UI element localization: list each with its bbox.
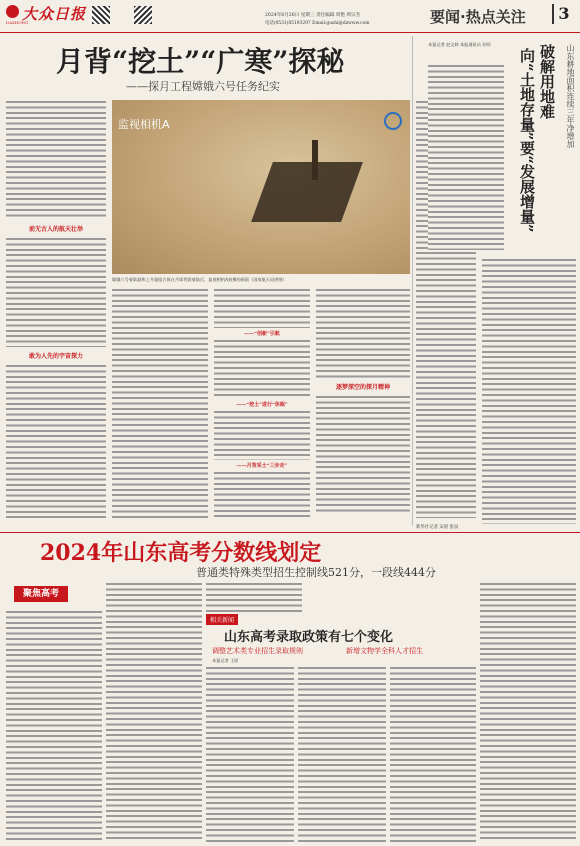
land-text-column-2	[482, 258, 576, 524]
section-title: 要闻·热点关注	[430, 8, 526, 26]
moon-subhead: ——探月工程嫦娥六号任务纪实	[126, 80, 280, 93]
newspaper-logo-pinyin: DAZHONG	[6, 20, 29, 25]
gaokao-text-column-1	[6, 610, 102, 842]
section-rule	[0, 532, 580, 533]
moon-text-column-4	[316, 288, 410, 518]
page-number: 3	[552, 4, 574, 24]
moon-text-column-2	[112, 288, 208, 518]
policy-text-column-1	[206, 666, 294, 842]
moon-subhead-1: 前无古人的航天壮举	[28, 226, 83, 233]
land-text-column-1	[428, 64, 504, 250]
lander-arm	[312, 140, 318, 180]
land-headline-b: 向“土地存量”要“发展增量”	[518, 48, 536, 233]
policy-text-column-3	[390, 666, 476, 842]
masthead	[0, 0, 580, 34]
date-line: 2024年6月26日 星期三 责任编辑 周艳 周宗杰	[265, 13, 361, 18]
cnsa-logo-icon	[384, 112, 402, 130]
qr-code-icon	[92, 6, 110, 24]
moon-text-column-3	[214, 288, 310, 518]
policy-text-column-2	[298, 666, 386, 842]
land-headline-a: 破解用地难	[538, 44, 556, 119]
gaokao-logo-text: 聚焦高考	[22, 589, 59, 599]
gaokao-headline: 2024年山东高考分数线划定	[40, 540, 322, 566]
policy-bullet-1: 调整艺术类专业招生录取规则	[212, 647, 303, 655]
policy-headline: 山东高考录取政策有七个变化	[224, 630, 394, 645]
contact-line: 电话(0531)85193297 Email:gushi@dzwww.com	[265, 21, 370, 26]
gaokao-subhead: 普通类特殊类型招生控制线521分，一段线444分	[196, 566, 436, 579]
newspaper-logo: 大众日报	[22, 5, 87, 23]
moon-headline: 月背“挖土”“广寒”探秘	[56, 45, 345, 78]
moon-subhead-5: ——“挖土”进行“休眠”	[236, 402, 288, 408]
moon-byline: 新华社记者 宋晨 张泉	[416, 525, 459, 530]
right-news-column	[480, 582, 576, 842]
column-divider	[412, 36, 413, 526]
photo-caption: 嫦娥六号着陆器和上升器组合体在月球背面着陆后，监视相机A拍摄的画面（国家航天局供图）	[112, 277, 287, 282]
policy-bullet-2: 新增文物学全科人才招生	[346, 647, 423, 655]
land-kicker: 山东耕地面积连续三年净增加	[566, 44, 575, 148]
policy-box	[206, 614, 476, 842]
gaokao-text-column-3	[206, 582, 302, 612]
moon-subhead-2: 敢为人先的宇宙探力	[28, 353, 83, 360]
moon-text-column-1	[6, 100, 106, 518]
moon-subhead-6: ——月背采土“三步走”	[236, 463, 288, 469]
photo-label: 监视相机A	[118, 118, 170, 131]
moon-subhead-3: 逐梦深空的探月精神	[335, 384, 390, 391]
policy-byline: 本报记者 王原	[212, 658, 239, 663]
land-byline: 本报记者 赵文婷 本报通讯员 杜明	[428, 42, 491, 47]
related-news-label: 相关新闻	[206, 614, 238, 625]
moon-photo	[112, 100, 410, 274]
gaokao-logo	[14, 586, 68, 602]
land-headline-block	[510, 44, 576, 254]
lander-shadow	[251, 162, 363, 222]
moon-subhead-4: ——“创新”引航	[244, 331, 280, 337]
gaokao-text-column-2	[106, 582, 202, 842]
newspaper-logo-icon	[6, 5, 19, 18]
masthead-rule	[0, 32, 580, 33]
qr-code-icon-2	[134, 6, 152, 24]
